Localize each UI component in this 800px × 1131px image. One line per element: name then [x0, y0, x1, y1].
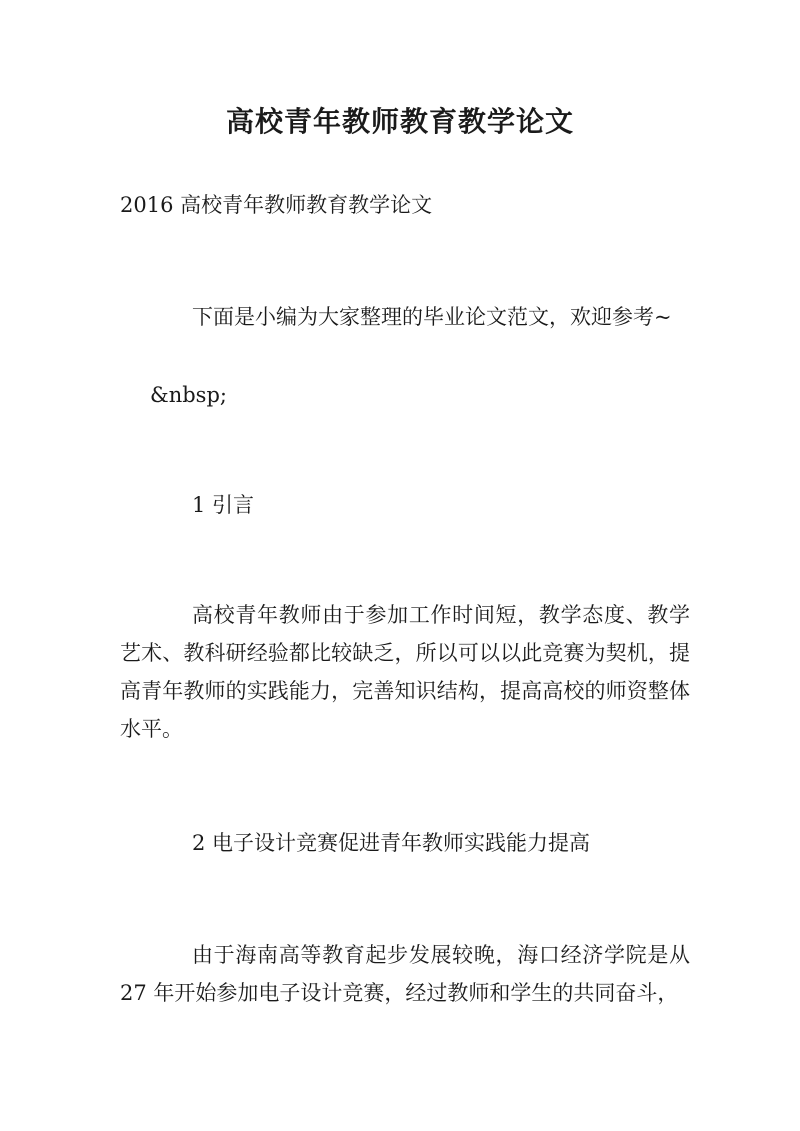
section-2-heading: 2 电子设计竞赛促进青年教师实践能力提高 — [192, 831, 591, 855]
nbsp-artifact-text: &nbsp; — [150, 383, 227, 407]
section-1-heading: 1 引言 — [192, 493, 255, 517]
intro-text: 下面是小编为大家整理的毕业论文范文，欢迎参考~ — [192, 305, 672, 329]
section-1-paragraph: 高校青年教师由于参加工作时间短，教学态度、教学艺术、教科研经验都比较缺乏，所以可以以此竞赛为契机，提高青年教师的实践能力，完善知识结构，提高高校的师资整体水平。 — [120, 603, 690, 741]
document-subtitle: 2016 高校青年教师教育教学论文 — [120, 193, 433, 217]
document-title: 高校青年教师教育教学论文 — [225, 105, 574, 138]
section-2-paragraph: 由于海南高等教育起步发展较晚，海口经济学院是从 27 年开始参加电子设计竞赛，经过教师和学生的共同奋斗， — [120, 943, 690, 1005]
